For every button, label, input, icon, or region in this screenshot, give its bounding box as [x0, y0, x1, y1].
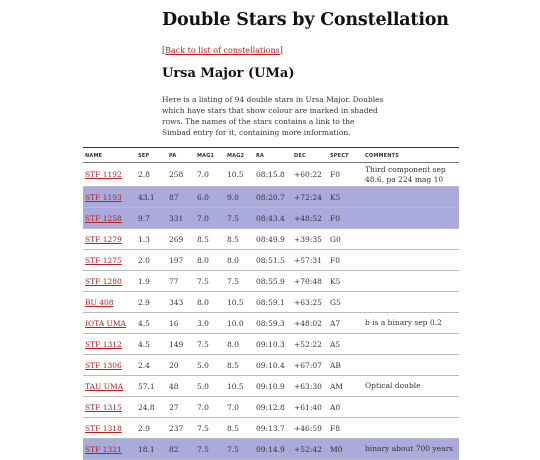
cell-mag2: 8.5	[225, 418, 254, 439]
cell-dec: +63:30	[292, 376, 328, 397]
column-header-dec: DEC	[292, 149, 328, 163]
cell-name	[83, 334, 136, 355]
constellation-heading: Ursa Major (UMa)	[162, 66, 295, 81]
table-row	[83, 397, 459, 418]
cell-sep: 24.8	[136, 397, 167, 418]
cell-mag2: 10.5	[225, 292, 254, 313]
cell-mag1: 6.0	[195, 187, 225, 208]
table-row	[83, 250, 459, 271]
star-simbad-link[interactable]: STF 1315	[85, 402, 122, 412]
cell-name	[83, 187, 136, 208]
column-header-mag1: MAG1	[195, 149, 225, 163]
cell-mag2: 7.0	[225, 397, 254, 418]
cell-mag1: 5.0	[195, 355, 225, 376]
cell-comments	[363, 271, 459, 292]
cell-ra: 08:51.5	[254, 250, 292, 271]
back-link-close-bracket: ]	[279, 46, 283, 55]
cell-sep: 2.9	[136, 292, 167, 313]
cell-mag2: 10.5	[225, 376, 254, 397]
cell-pa: 87	[167, 187, 195, 208]
table-row	[83, 313, 459, 334]
cell-mag2: 10.0	[225, 313, 254, 334]
cell-pa: 48	[167, 376, 195, 397]
cell-pa: 27	[167, 397, 195, 418]
star-simbad-link[interactable]: STF 1321	[85, 444, 122, 454]
cell-dec: +61:40	[292, 397, 328, 418]
table-row	[83, 418, 459, 439]
cell-spect: AM	[328, 376, 363, 397]
cell-dec: +46:59	[292, 418, 328, 439]
cell-name	[83, 208, 136, 229]
table-row	[83, 292, 459, 313]
cell-mag1: 8.0	[195, 250, 225, 271]
cell-spect: AB	[328, 355, 363, 376]
star-simbad-link[interactable]: STF 1306	[85, 360, 122, 370]
cell-dec: +70:48	[292, 271, 328, 292]
cell-pa: 77	[167, 271, 195, 292]
cell-pa: 331	[167, 208, 195, 229]
cell-comments: Third component sep 48.6, pa 224 mag 10	[363, 163, 459, 187]
cell-dec: +63:25	[292, 292, 328, 313]
cell-dec: +48:02	[292, 313, 328, 334]
cell-pa: 343	[167, 292, 195, 313]
cell-dec: +48:52	[292, 208, 328, 229]
cell-ra: 09:10.4	[254, 355, 292, 376]
cell-ra: 09:12.8	[254, 397, 292, 418]
cell-comments: binary about 700 years	[363, 439, 459, 460]
star-simbad-link[interactable]: STF 1312	[85, 339, 122, 349]
cell-spect: K5	[328, 187, 363, 208]
table-body	[83, 163, 459, 460]
table-row	[83, 271, 459, 292]
cell-mag2: 7.5	[225, 208, 254, 229]
cell-mag1: 7.5	[195, 271, 225, 292]
table-row	[83, 376, 459, 397]
cell-name	[83, 397, 136, 418]
cell-sep: 2.9	[136, 418, 167, 439]
cell-ra: 09:13.7	[254, 418, 292, 439]
cell-comments	[363, 334, 459, 355]
cell-name	[83, 418, 136, 439]
star-simbad-link[interactable]: STF 1279	[85, 234, 122, 244]
column-header-pa: PA	[167, 149, 195, 163]
star-simbad-link[interactable]: IOTA UMA	[85, 318, 126, 328]
cell-ra: 08:15.8	[254, 163, 292, 187]
cell-comments	[363, 397, 459, 418]
cell-comments: Optical double	[363, 376, 459, 397]
star-simbad-link[interactable]: STF 1192	[85, 170, 122, 179]
cell-sep: 4.5	[136, 334, 167, 355]
table-row	[83, 208, 459, 229]
cell-sep: 1.9	[136, 271, 167, 292]
cell-mag1: 7.0	[195, 208, 225, 229]
cell-sep: 57.1	[136, 376, 167, 397]
cell-comments: b is a binary sep 0.2	[363, 313, 459, 334]
star-simbad-link[interactable]: STF 1193	[85, 192, 122, 202]
table-row	[83, 355, 459, 376]
cell-ra: 08:49.9	[254, 229, 292, 250]
column-header-spect: SPECT	[328, 149, 363, 163]
cell-sep: 2.8	[136, 163, 167, 187]
column-header-name: NAME	[83, 149, 136, 163]
cell-name	[83, 292, 136, 313]
table-header-row	[83, 149, 459, 163]
cell-mag2: 7.5	[225, 271, 254, 292]
cell-name	[83, 250, 136, 271]
cell-dec: +67:07	[292, 355, 328, 376]
cell-mag2: 10.5	[225, 163, 254, 187]
cell-sep: 2.0	[136, 250, 167, 271]
cell-spect: A0	[328, 397, 363, 418]
cell-pa: 82	[167, 439, 195, 460]
cell-comments	[363, 418, 459, 439]
table-top-rule	[83, 147, 459, 148]
cell-ra: 09:10.3	[254, 334, 292, 355]
cell-dec: +52:22	[292, 334, 328, 355]
back-to-constellations-link[interactable]: Back to list of constellations	[165, 46, 280, 55]
cell-pa: 258	[167, 163, 195, 187]
cell-mag1: 5.0	[195, 376, 225, 397]
cell-mag2: 8.5	[225, 229, 254, 250]
cell-pa: 269	[167, 229, 195, 250]
cell-name	[83, 163, 136, 187]
table-row	[83, 229, 459, 250]
cell-ra: 09:10.9	[254, 376, 292, 397]
cell-ra: 08:43.4	[254, 208, 292, 229]
star-simbad-link[interactable]: BU 408	[85, 297, 114, 307]
cell-ra: 08:59.3	[254, 313, 292, 334]
cell-mag2: 8.5	[225, 355, 254, 376]
cell-sep: 18.1	[136, 439, 167, 460]
star-simbad-link[interactable]: STF 1258	[85, 213, 122, 223]
cell-sep: 1.3	[136, 229, 167, 250]
cell-mag1: 7.5	[195, 334, 225, 355]
cell-comments	[363, 292, 459, 313]
cell-spect: F8	[328, 418, 363, 439]
cell-dec: +72:24	[292, 187, 328, 208]
cell-dec: +60:22	[292, 163, 328, 187]
cell-name	[83, 229, 136, 250]
cell-mag1: 3.0	[195, 313, 225, 334]
cell-mag2: 8.0	[225, 250, 254, 271]
cell-mag1: 7.0	[195, 163, 225, 187]
cell-name	[83, 376, 136, 397]
cell-mag1: 8.0	[195, 292, 225, 313]
cell-mag1: 8.5	[195, 229, 225, 250]
cell-mag1: 7.5	[195, 418, 225, 439]
cell-spect: G0	[328, 229, 363, 250]
cell-spect: A5	[328, 334, 363, 355]
column-header-comments: COMMENTS	[363, 149, 459, 163]
cell-spect: K5	[328, 271, 363, 292]
column-header-mag2: MAG2	[225, 149, 254, 163]
cell-name	[83, 271, 136, 292]
cell-comments	[363, 187, 459, 208]
star-simbad-link[interactable]: TAU UMA	[85, 381, 124, 391]
cell-pa: 149	[167, 334, 195, 355]
cell-comments	[363, 250, 459, 271]
cell-pa: 16	[167, 313, 195, 334]
cell-name	[83, 355, 136, 376]
column-header-sep: SEP	[136, 149, 167, 163]
cell-mag2: 9.0	[225, 187, 254, 208]
cell-ra: 09:14.9	[254, 439, 292, 460]
table-row	[83, 439, 459, 460]
star-simbad-link[interactable]: STF 1275	[85, 255, 122, 265]
cell-spect: F0	[328, 250, 363, 271]
cell-spect: F0	[328, 163, 363, 187]
cell-pa: 197	[167, 250, 195, 271]
cell-comments	[363, 229, 459, 250]
cell-sep: 4.5	[136, 313, 167, 334]
cell-dec: +57:31	[292, 250, 328, 271]
column-header-ra: RA	[254, 149, 292, 163]
cell-comments	[363, 355, 459, 376]
cell-sep: 2.4	[136, 355, 167, 376]
cell-ra: 08:59.1	[254, 292, 292, 313]
cell-name	[83, 313, 136, 334]
cell-mag1: 7.0	[195, 397, 225, 418]
table-row	[83, 334, 459, 355]
cell-comments	[363, 208, 459, 229]
star-simbad-link[interactable]: STF 1280	[85, 276, 122, 286]
cell-pa: 237	[167, 418, 195, 439]
double-stars-table	[83, 149, 459, 460]
cell-spect: A7	[328, 313, 363, 334]
cell-ra: 08:55.9	[254, 271, 292, 292]
intro-paragraph: Here is a listing of 94 double stars in Ursa Major. Doubles which have stars that show colour are marked in shaded rows. The names of the stars contains a link to the Simbad entry for it, containing more information.	[162, 95, 384, 137]
cell-ra: 08:20.7	[254, 187, 292, 208]
cell-spect: M0	[328, 439, 363, 460]
cell-mag2: 7.5	[225, 439, 254, 460]
back-link-container	[162, 46, 283, 55]
cell-sep: 9.7	[136, 208, 167, 229]
cell-mag2: 8.0	[225, 334, 254, 355]
back-link-open-bracket: [	[162, 46, 166, 55]
cell-mag1: 7.5	[195, 439, 225, 460]
cell-name	[83, 439, 136, 460]
cell-dec: +39:35	[292, 229, 328, 250]
cell-sep: 43.1	[136, 187, 167, 208]
star-simbad-link[interactable]: STF 1318	[85, 423, 122, 433]
cell-pa: 20	[167, 355, 195, 376]
cell-spect: F0	[328, 208, 363, 229]
cell-dec: +52:42	[292, 439, 328, 460]
cell-spect: G5	[328, 292, 363, 313]
table-row	[83, 163, 459, 187]
table-row	[83, 187, 459, 208]
page-title: Double Stars by Constellation	[162, 10, 449, 30]
